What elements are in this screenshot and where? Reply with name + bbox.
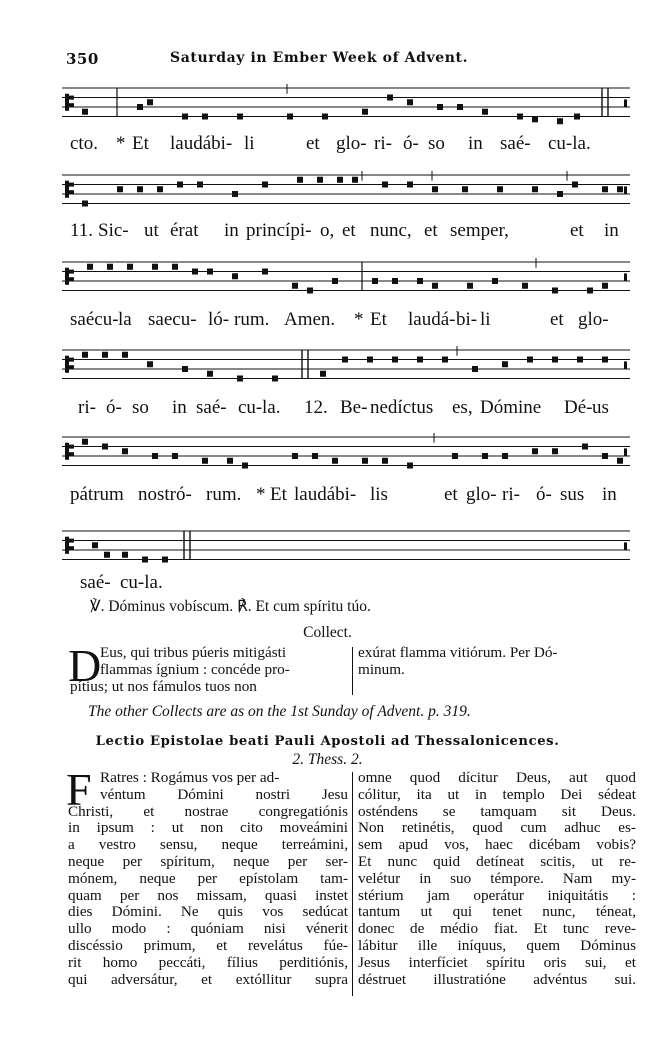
rubric: The other Collects are as on the 1st Sunday of Advent. p. 319. [88, 703, 471, 720]
lesson-divider [352, 772, 353, 996]
collect-divider [352, 647, 353, 695]
running-head [66, 50, 626, 72]
chant-staff-2 [62, 171, 634, 215]
collect-heading: Collect. [303, 624, 352, 641]
chant-staff-3 [62, 258, 634, 302]
chant-staff-1 [62, 84, 634, 128]
versicle: ℣. Dóminus vobíscum. ℟. Et cum spíritu túo. [90, 598, 371, 615]
collect-initial: D [68, 640, 102, 691]
chant-staff-5 [62, 433, 634, 477]
chant-staff-4 [62, 346, 634, 390]
page-number: 350 [66, 50, 99, 68]
collect-left-column: Eus, qui tribus púeris mitigásti flammas ígnium : concéde pro- pítius; ut nos fámulos tuos non [70, 644, 290, 695]
lesson-right-column: omne quod dícitur Deus, aut quod cólitur, ita ut in templo Dei sédeat osténdens se tamquam sit Deus. Non retinétis, quod cum adhuc es- sem apud vos, haec dicébam vobis? Et nunc quid detíneat scitis, ut re- velétur in suo témpore. Nam my- stérium jam operátur iniquitátis : tantum ut qui tenet nunc, téneat, donec de médio fiat. Et tunc reve- lábitur ille iníquus, quem Dóminus Jesus interfíciet spíritu oris sui, et déstruet illustratióne advéntus sui. [358, 769, 636, 988]
collect-right-column: exúrat flamma vitiórum. Per Dó- minum. [358, 644, 558, 678]
lesson-reference: 2. Thess. 2. [292, 751, 363, 768]
lesson-left-column: Ratres : Rogámus vos per ad- véntum Dómini nostri Jesu Christi, et nostrae congregatiónis in ipsum : ut non cito moveámini a vestro sensu, neque terreámini, neque per spíritum, neque per ser- mónem, neque per epístolam tam- quam per nos missam, quasi instet dies Dómini. Ne quis vos sedúcat ullo modo : quóniam nisi vénerit discéssio primum, et revelátus fúe- rit homo peccáti, fílius perditiónis, qui adversátur, et extóllitur supra [68, 769, 348, 988]
chant-staff-6 [62, 527, 634, 571]
lesson-initial: F [66, 764, 92, 815]
running-title: Saturday in Ember Week of Advent. [170, 50, 469, 66]
lesson-heading: Lectio Epistolae beati Pauli Apostoli ad Thessalonicences. [95, 734, 560, 749]
